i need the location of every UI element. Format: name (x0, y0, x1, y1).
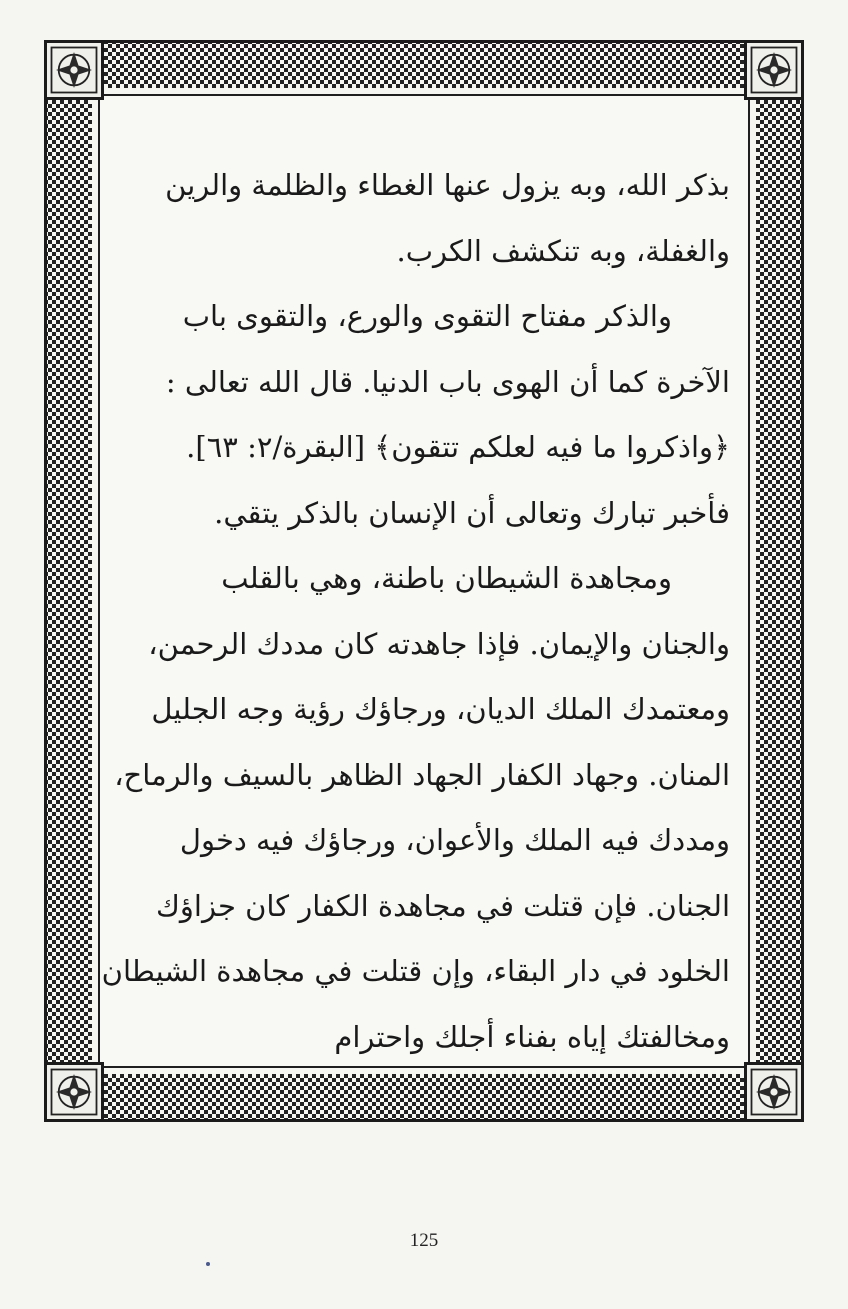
text-line: والجنان والإيمان. فإذا جاهدته كان مددك الرحمن، (148, 626, 730, 661)
page-number: 125 (409, 1230, 439, 1251)
corner-ornament-icon (744, 1062, 804, 1122)
quran-verse-line: ﴿واذكروا ما فيه لعلكم تتقون﴾ [البقرة/٢: ٦٣]. (186, 430, 730, 464)
corner-ornament-icon (744, 40, 804, 100)
corner-ornament-icon (44, 40, 104, 100)
text-line: ومجاهدة الشيطان باطنة، وهي بالقلب (221, 561, 672, 595)
checkered-border-bottom (44, 1074, 804, 1122)
text-line: والغفلة، وبه تنكشف الكرب. (396, 233, 730, 268)
text-line: المنان. وجهاد الكفار الجهاد الظاهر بالسيف والرماح، (114, 757, 730, 792)
text-line: ومخالفتك إياه بفناء أجلك واحترام (334, 1019, 730, 1054)
text-line: والذكر مفتاح التقوى والورع، والتقوى باب (182, 299, 672, 333)
text-line: بذكر الله، وبه يزول عنها الغطاء والظلمة والرين (165, 168, 730, 202)
text-line: فأخبر تبارك وتعالى أن الإنسان بالذكر يتقي. (214, 495, 730, 530)
ink-dot (206, 1262, 210, 1266)
text-line: الجنان. فإن قتلت في مجاهدة الكفار كان جزاؤك (155, 888, 730, 923)
checkered-border-top (44, 40, 804, 88)
text-line: ومددك فيه الملك والأعوان، ورجاؤك فيه دخول (179, 823, 730, 857)
text-line: ومعتمدك الملك الديان، ورجاؤك رؤية وجه الجليل (151, 692, 730, 726)
checkered-border-right (756, 40, 804, 1122)
checkered-border-left (44, 40, 92, 1122)
page-body-text (100, 153, 730, 1070)
text-line: الآخرة كما أن الهوى باب الدنيا. قال الله تعالى : (165, 364, 730, 399)
text-line: الخلود في دار البقاء، وإن قتلت في مجاهدة الشيطان (101, 954, 730, 988)
corner-ornament-icon (44, 1062, 104, 1122)
